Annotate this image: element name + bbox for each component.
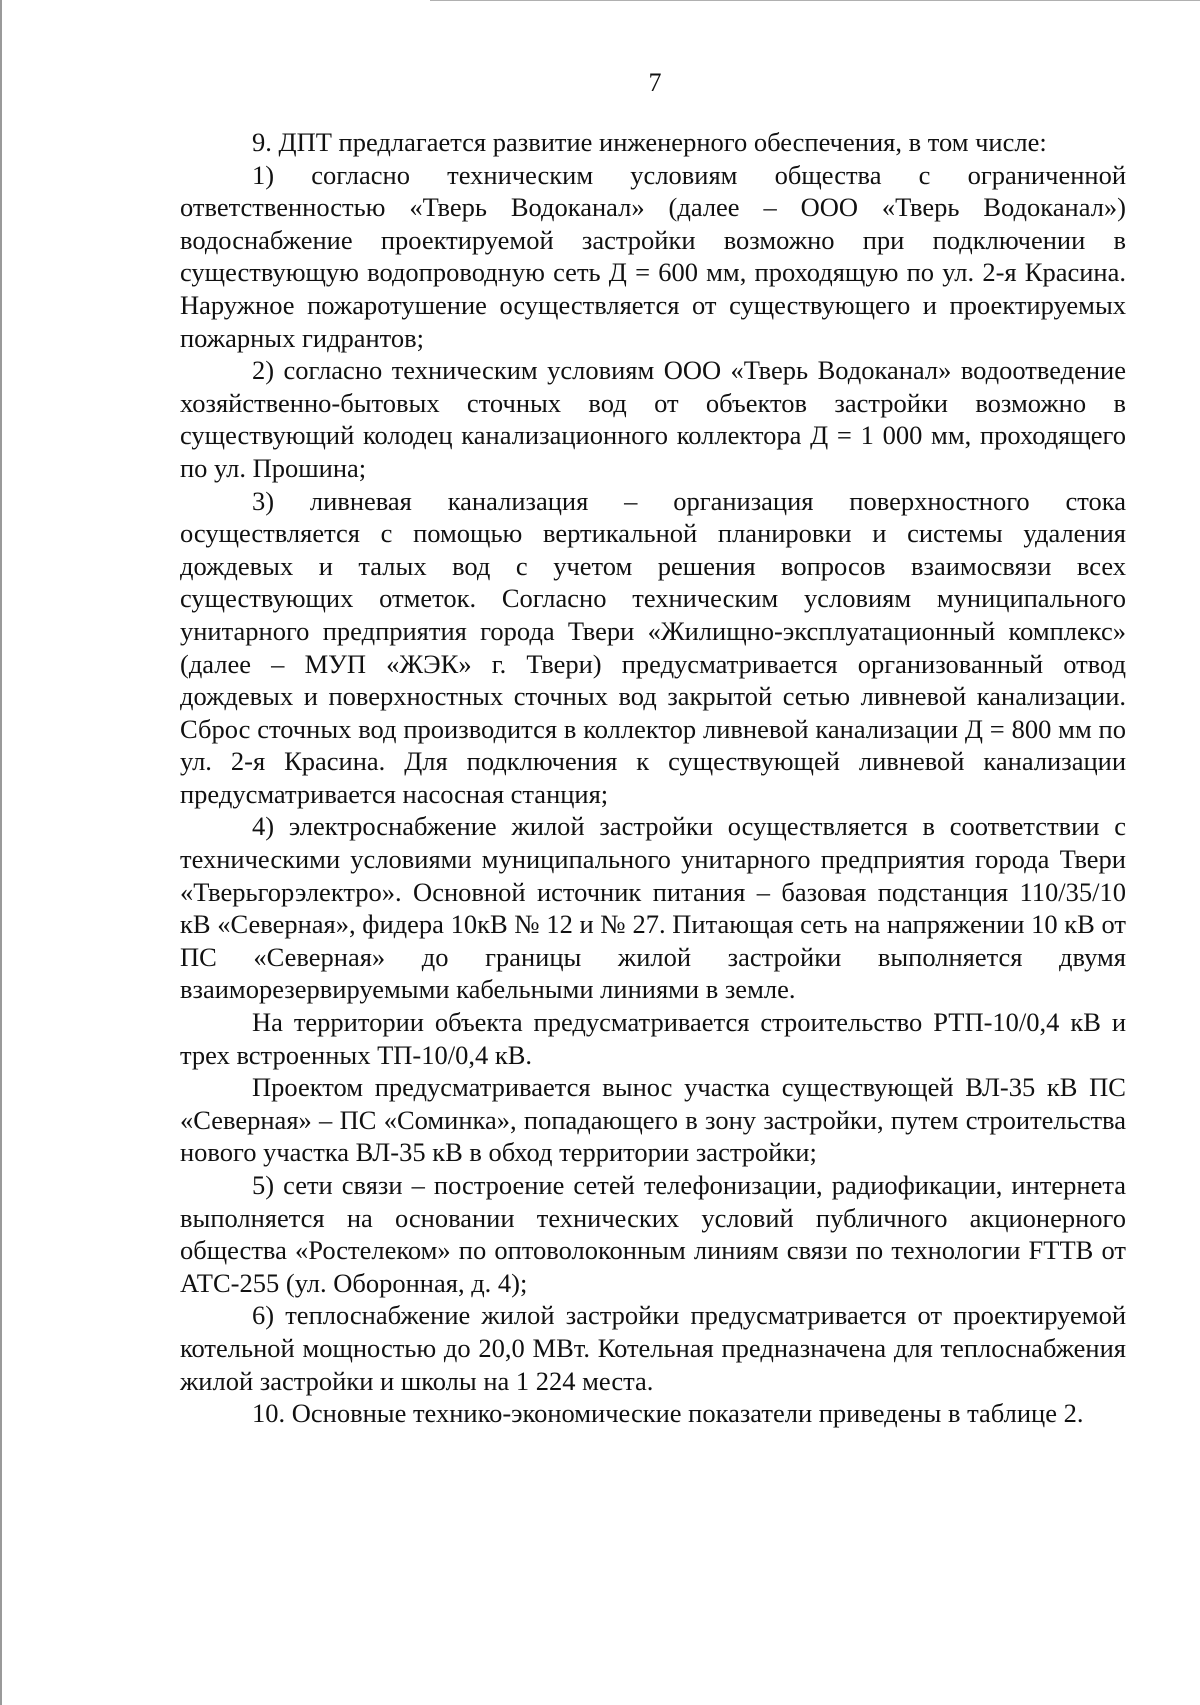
- scan-edge-left: [0, 0, 2, 1705]
- paragraph-substations: На территории объекта предусматривается строительство РТП-10/0,4 кВ и трех встроенных ТП-10/0,4 кВ.: [180, 1007, 1126, 1070]
- paragraph-item-9: 9. ДПТ предлагается развитие инженерного обеспечения, в том числе:: [252, 127, 1047, 157]
- paragraph-sewerage: 2) согласно техническим условиям ООО «Тверь Водоканал» водоотведение хозяйственно-бытовых сточных вод от объектов застройки возможно в существующий колодец канализационного коллектора Д = 1 000 мм, проходящего по ул. Прошина;: [180, 355, 1126, 483]
- paragraph-power-line-relocation: Проектом предусматривается вынос участка существующей ВЛ-35 кВ ПС «Северная» – ПС «Соминка», попадающего в зону застройки, путем строительства нового участка ВЛ-35 кВ в обход территории застройки;: [180, 1072, 1126, 1168]
- scan-edge-top: [430, 0, 1200, 1]
- page-number: 7: [648, 68, 662, 97]
- paragraph-power-supply: 4) электроснабжение жилой застройки осуществляется в соответствии с техническими условиями муниципального унитарного предприятия города Твери «Тверьгорэлектро». Основной источник питания – базовая подстанция 110/35/10 кВ «Северная», фидера 10кВ № 12 и № 27. Питающая сеть на напряжении 10 кВ от ПС «Северная» до границы жилой застройки выполняется двумя взаиморезервируемыми кабельными линиями в земле.: [180, 811, 1126, 1005]
- paragraph-water-supply: 1) согласно техническим условиям общества с ограниченной ответственностью «Тверь Водоканал» (далее – ООО «Тверь Водоканал») водоснабжение проектируемой застройки возможно при подключении в существующую водопроводную сеть Д = 600 мм, проходящую по ул. 2-я Красина. Наружное пожаротушение осуществляется от существующего и проектируемых пожарных гидрантов;: [180, 159, 1126, 353]
- paragraph-heat-supply: 6) теплоснабжение жилой застройки предусматривается от проектируемой котельной мощностью до 20,0 МВт. Котельная предназначена для теплоснабжения жилой застройки и школы на 1 224 места.: [180, 1300, 1126, 1396]
- paragraph-item-10: 10. Основные технико-экономические показатели приведены в таблице 2.: [252, 1398, 1084, 1429]
- paragraph-communications: 5) сети связи – построение сетей телефонизации, радиофикации, интернета выполняется на основании технических условий публичного акционерного общества «Ростелеком» по оптоволоконным линиям связи по технологии FTTB от АТС-255 (ул. Оборонная, д. 4);: [180, 1170, 1126, 1298]
- paragraph-storm-drainage: 3) ливневая канализация – организация поверхностного стока осуществляется с помощью вертикальной планировки и системы удаления дождевых и талых вод с учетом решения вопросов взаимосвязи всех существующих отметок. Согласно техническим условиям муниципального унитарного предприятия города Твери «Жилищно-эксплуатационный комплекс» (далее – МУП «ЖЭК» г. Твери) предусматривается организованный отвод дождевых и поверхностных сточных вод закрытой сетью ливневой канализации. Сброс сточных вод производится в коллектор ливневой канализации Д = 800 мм по ул. 2-я Красина. Для подключения к существующей ливневой канализации предусматривается насосная станция;: [180, 485, 1126, 809]
- document-body: [180, 126, 1126, 1430]
